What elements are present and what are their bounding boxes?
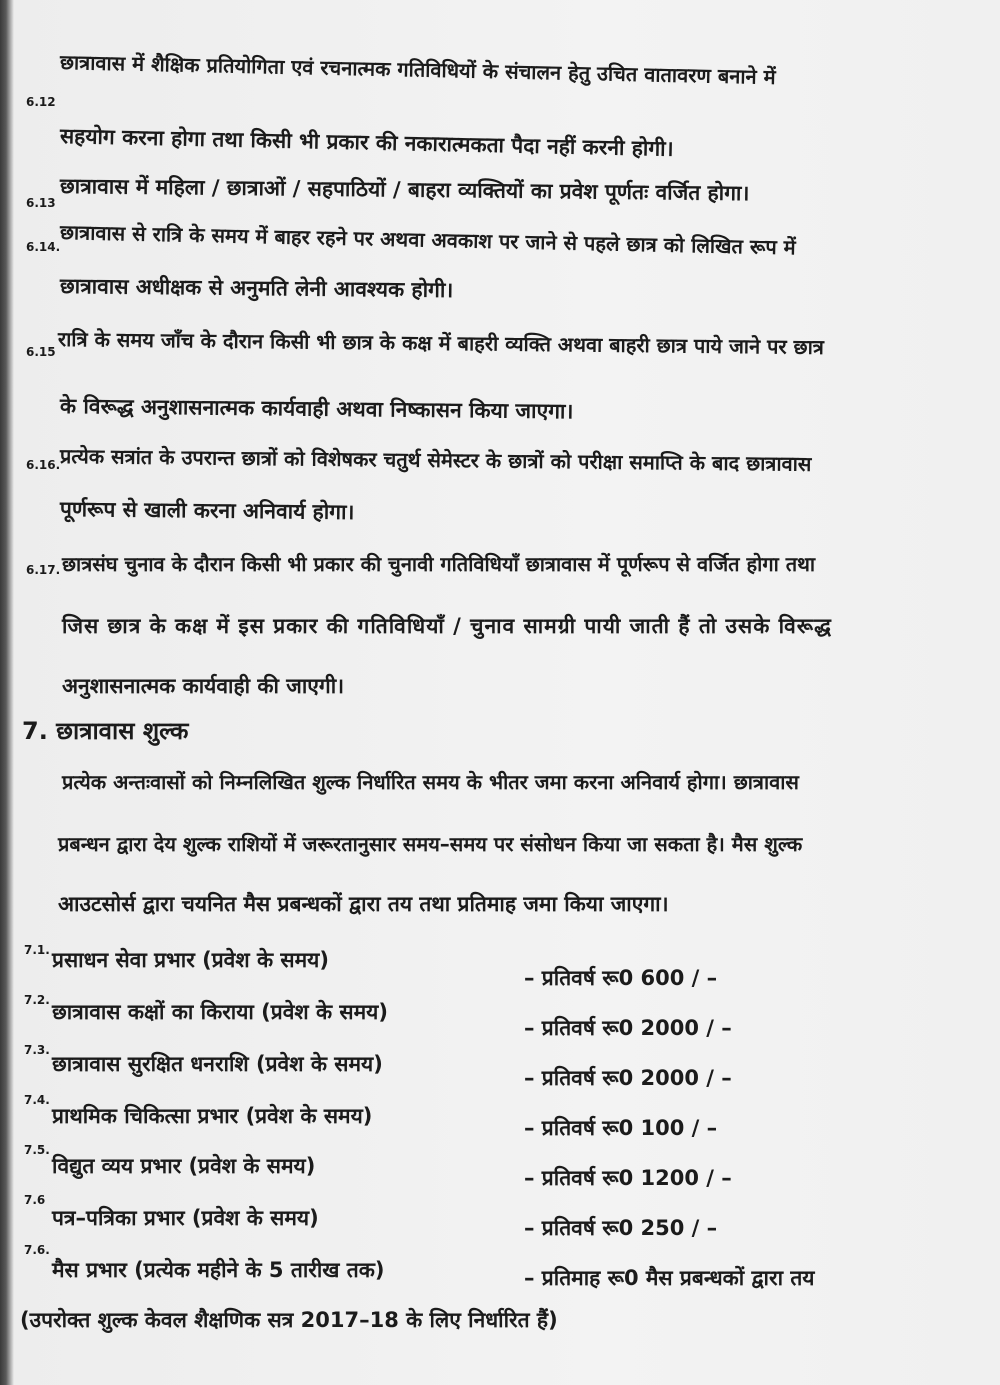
rule-text-line: प्रत्येक सत्रांत के उपरान्त छात्रों को विशेषकर चतुर्थ सेमेस्टर के छात्रों को परीक्षा समाप्ति के बाद छात्रावास (59, 444, 812, 476)
fee-label: विद्युत व्यय प्रभार (प्रवेश के समय) (52, 1154, 316, 1178)
fee-value: – प्रतिवर्ष रू0 100 / – (524, 1116, 718, 1140)
fee-value: – प्रतिवर्ष रू0 250 / – (524, 1216, 718, 1240)
fee-value: – प्रतिमाह रू0 मैस प्रबन्धकों द्वारा तय (524, 1266, 815, 1290)
rule-text-line: सहयोग करना होगा तथा किसी भी प्रकार की नकारात्मकता पैदा नहीं करनी होगी। (59, 124, 674, 161)
section-heading: 7. छात्रावास शुल्क (22, 717, 189, 745)
rule-number: 6.13 (26, 196, 56, 210)
fee-number: 7.1. (24, 943, 50, 957)
intro-line: प्रबन्धन द्वारा देय शुल्क राशियों में जरूरतानुसार समय–समय पर संसोधन किया जा सकता है। मैस शुल्क (58, 832, 803, 856)
fee-label: छात्रावास सुरक्षित धनराशि (प्रवेश के समय) (52, 1052, 383, 1076)
fee-number: 7.2. (24, 993, 50, 1007)
rule-number: 6.16. (26, 458, 61, 472)
rule-text-line: छात्रावास से रात्रि के समय में बाहर रहने पर अथवा अवकाश पर जाने से पहले छात्र को लिखित रूप में (59, 220, 796, 260)
fee-value: – प्रतिवर्ष रू0 2000 / – (524, 1016, 732, 1040)
rule-number: 6.15 (26, 345, 56, 359)
fee-number: 7.4. (24, 1093, 50, 1107)
rule-text-line: रात्रि के समय जाँच के दौरान किसी भी छात्र के कक्ष में बाहरी व्यक्ति अथवा बाहरी छात्र पाये जाने पर छात्र (57, 327, 824, 360)
rule-text-line: छात्रावास अधीक्षक से अनुमति लेनी आवश्यक होगी। (59, 274, 454, 303)
fee-value: – प्रतिवर्ष रू0 600 / – (524, 966, 718, 990)
fee-label: मैस प्रभार (प्रत्येक महीने के 5 तारीख तक) (52, 1258, 385, 1282)
rule-text-line: छात्रावास में शैक्षिक प्रतियोगिता एवं रचनात्मक गतिविधियों के संचालन हेतु उचित वातावरण बनाने में (59, 50, 776, 89)
rule-number: 6.14. (26, 240, 61, 254)
rule-text-line: जिस छात्र के कक्ष में इस प्रकार की गतिविधियाँ / चुनाव सामग्री पायी जाती हैं तो उसके विरूद्ध (62, 614, 832, 638)
fee-value: – प्रतिवर्ष रू0 2000 / – (524, 1066, 732, 1090)
fee-label: प्रसाधन सेवा प्रभार (प्रवेश के समय) (52, 948, 329, 972)
fee-number: 7.6 (24, 1193, 46, 1207)
fee-number: 7.5. (24, 1143, 50, 1157)
rule-text-line: के विरूद्ध अनुशासनात्मक कार्यवाही अथवा निष्कासन किया जाएगा। (59, 394, 574, 424)
intro-line: आउटसोर्स द्वारा चयनित मैस प्रबन्धकों द्वारा तय तथा प्रतिमाह जमा किया जाएगा। (58, 892, 669, 916)
rule-text-line: पूर्णरूप से खाली करना अनिवार्य होगा। (59, 497, 355, 525)
rule-text-line: छात्रावास में महिला / छात्राओं / सहपाठियों / बाहरा व्यक्तियों का प्रवेश पूर्णतः वर्जित होगा। (59, 174, 750, 206)
intro-line: प्रत्येक अन्तःवासों को निम्नलिखित शुल्क निर्धारित समय के भीतर जमा करना अनिवार्य होगा। छात्रावास (62, 770, 799, 794)
rule-number: 6.17. (26, 563, 61, 577)
rule-text-line: अनुशासनात्मक कार्यवाही की जाएगी। (62, 674, 345, 698)
fee-label: छात्रावास कक्षों का किराया (प्रवेश के समय) (52, 1000, 388, 1024)
rule-number: 6.12 (26, 95, 56, 109)
rule-text-line: छात्रसंघ चुनाव के दौरान किसी भी प्रकार की चुनावी गतिविधियाँ छात्रावास में पूर्णरूप से वर्जित होगा तथा (62, 552, 816, 576)
fee-number: 7.3. (24, 1043, 50, 1057)
fee-value: – प्रतिवर्ष रू0 1200 / – (524, 1166, 732, 1190)
fee-footnote: (उपरोक्त शुल्क केवल शैक्षणिक सत्र 2017–18 के लिए निर्धारित हैं) (20, 1308, 558, 1332)
fee-label: पत्र–पत्रिका प्रभार (प्रवेश के समय) (52, 1206, 319, 1230)
fee-label: प्राथमिक चिकित्सा प्रभार (प्रवेश के समय) (52, 1104, 373, 1128)
fee-number: 7.6. (24, 1243, 50, 1257)
